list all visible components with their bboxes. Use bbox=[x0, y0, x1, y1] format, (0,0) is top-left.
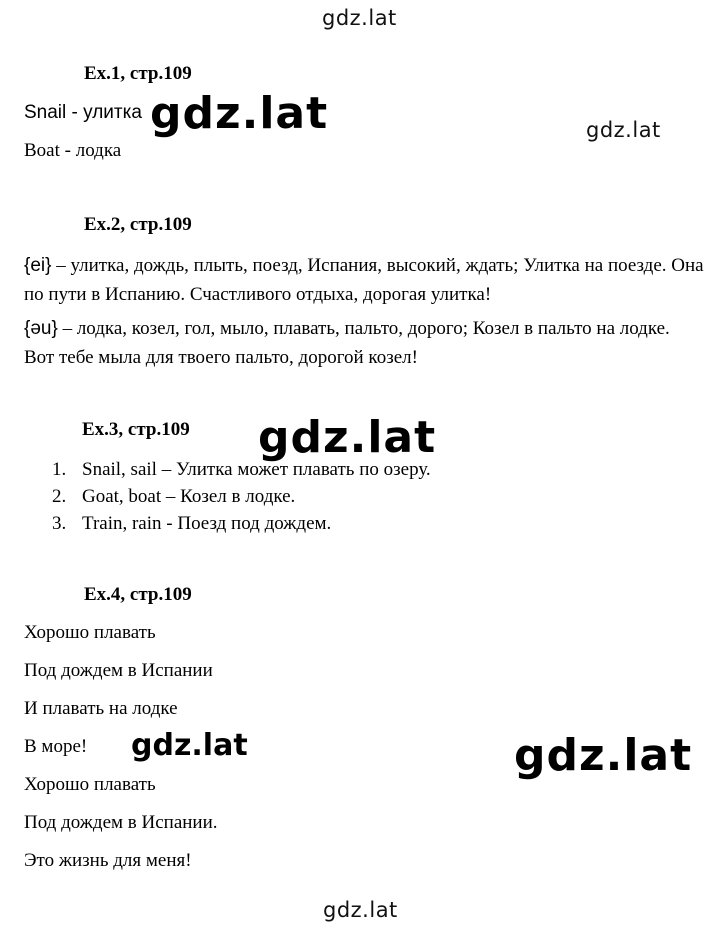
ex4-line: В море! bbox=[24, 736, 88, 757]
list-item: 3. Train, rain - Поезд под дождем. bbox=[52, 513, 332, 534]
watermark-mid-ex4: gdz.lat bbox=[131, 728, 248, 763]
ex4-line: Хорошо плавать bbox=[24, 622, 156, 643]
ex3-heading: Ex.3, стр.109 bbox=[82, 419, 190, 440]
ex1-line-boat: Boat - лодка bbox=[24, 140, 122, 161]
ex4-heading: Ex.4, стр.109 bbox=[84, 584, 192, 605]
watermark-big-right: gdz.lat bbox=[514, 730, 693, 781]
watermark-top: gdz.lat bbox=[322, 6, 397, 30]
ex2-heading: Ex.2, стр.109 bbox=[84, 214, 192, 235]
watermark-right: gdz.lat bbox=[586, 118, 661, 142]
ex2-text-ou: – лодка, козел, гол, мыло, плавать, пальто, дорого; Козел в пальто на лодке. Вот тебе мыла для твоего пальто, дорогой козел! bbox=[24, 318, 670, 368]
watermark-bottom: gdz.lat bbox=[323, 898, 398, 922]
ex2-text-ei: – улитка, дождь, плыть, поезд, Испания, высокий, ждать; Улитка на поезде. Она по пути в Испанию. Счастливого отдыха, дорогая улитка! bbox=[24, 255, 704, 305]
ex2-symbol-ou: {əu} bbox=[24, 318, 58, 339]
list-item: 2. Goat, boat – Козел в лодке. bbox=[52, 486, 296, 507]
ex2-symbol-ei: {ei} bbox=[24, 255, 52, 276]
ex4-line: Под дождем в Испании. bbox=[24, 812, 218, 833]
list-item: 1. Snail, sail – Улитка может плавать по озеру. bbox=[52, 459, 431, 480]
ex4-line: Это жизнь для меня! bbox=[24, 850, 192, 871]
ex2-paragraph-ou bbox=[24, 314, 704, 372]
ex1-line-snail: Snail - улитка bbox=[24, 102, 142, 123]
ex3-list bbox=[24, 456, 431, 537]
ex4-line: И плавать на лодке bbox=[24, 698, 178, 719]
watermark-big-ex1: gdz.lat bbox=[150, 88, 329, 139]
ex4-line: Хорошо плавать bbox=[24, 774, 156, 795]
ex4-line: Под дождем в Испании bbox=[24, 660, 213, 681]
ex1-heading: Ex.1, стр.109 bbox=[84, 63, 192, 84]
ex2-paragraph-ei bbox=[24, 251, 704, 309]
watermark-big-ex3: gdz.lat bbox=[258, 412, 437, 463]
